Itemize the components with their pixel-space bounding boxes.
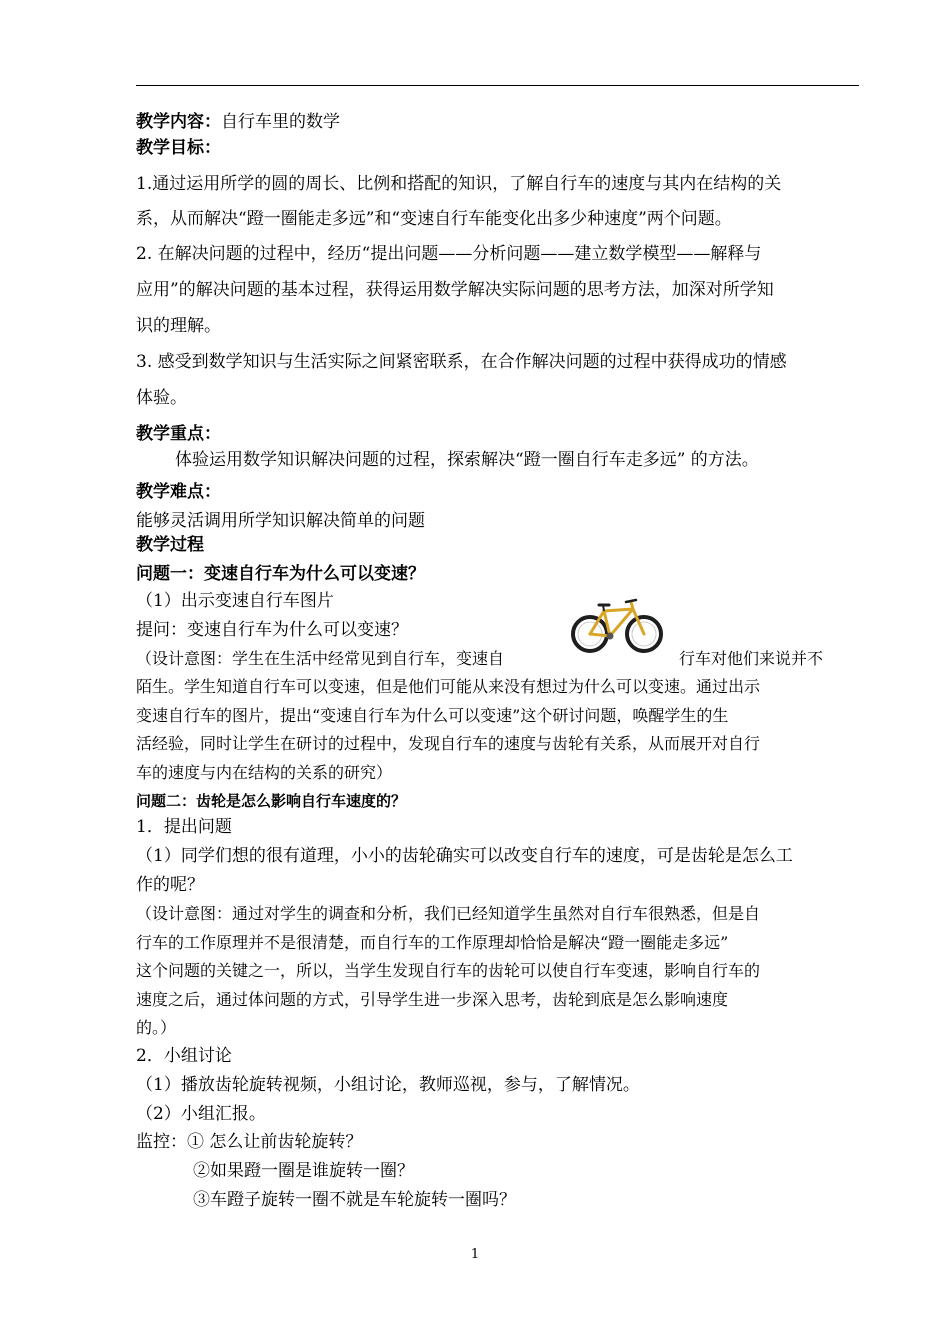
content-value: 自行车里的数学 (221, 112, 340, 132)
q1-step1: （1）出示变速自行车图片 (136, 591, 334, 611)
q1-design-line5: 车的速度与内在结构的关系的研究） (136, 763, 393, 782)
q2-design-line1: （设计意图：通过对学生的调查和分析，我们已经知道学生虽然对自行车很熟悉，但是自 (136, 904, 761, 923)
goal3-line1: 3. 感受到数学知识与生活实际之间紧密联系，在合作解决问题的过程中获得成功的情感 (136, 352, 787, 372)
q2-design-line2: 行车的工作原理并不是很清楚，而自行车的工作原理却恰恰是解决“蹬一圈能走多远” (136, 933, 729, 952)
q2-s2-1: （1）播放齿轮旋转视频，小组讨论，教师巡视，参与，了解情况。 (136, 1075, 640, 1095)
q2-monitor1: 监控：① 怎么让前齿轮旋转？ (136, 1132, 363, 1152)
q2-title: 问题二：齿轮是怎么影响自行车速度的？ (136, 792, 407, 810)
header-rule (136, 85, 859, 86)
q1-ask: 提问：变速自行车为什么可以变速？ (136, 620, 408, 640)
goal1-line2: 系，从而解决“蹬一圈能走多远”和“变速自行车能变化出多少种速度”两个问题。 (136, 209, 732, 229)
q2-monitor3: ③车蹬子旋转一圈不就是车轮旋转一圈吗？ (193, 1190, 516, 1210)
q1-design-line1-right: 行车对他们来说并不 (679, 649, 824, 668)
q1-title: 问题一：变速自行车为什么可以变速？ (136, 564, 425, 584)
goal2-line3: 识的理解。 (136, 316, 221, 336)
key-text: 体验运用数学知识解决问题的过程，探索解决“蹬一圈自行车走多远” 的方法。 (175, 450, 759, 470)
q2-s1: 1．提出问题 (136, 817, 232, 837)
goal1-line1: 1.通过运用所学的圆的周长、比例和搭配的知识，了解自行车的速度与其内在结构的关 (136, 174, 782, 194)
q2-design-line3: 这个问题的关键之一，所以，当学生发现自行车的齿轮可以使自行车变速，影响自行车的 (136, 961, 761, 980)
bicycle-image (568, 594, 666, 658)
q2-s1-1-line1: （1）同学们想的很有道理，小小的齿轮确实可以改变自行车的速度，可是齿轮是怎么工 (136, 846, 793, 866)
process-label: 教学过程 (136, 535, 204, 555)
q1-design-line1-left: （设计意图：学生在生活中经常见到自行车，变速自 (136, 649, 505, 668)
content-label: 教学内容： (136, 112, 221, 132)
goal2-line2: 应用”的解决问题的基本过程，获得运用数学解决实际问题的思考方法，加深对所学知 (136, 280, 774, 300)
goal2-line1: 2. 在解决问题的过程中，经历“提出问题——分析问题——建立数学模型——解释与 (136, 244, 762, 264)
content-line (136, 111, 340, 133)
difficulty-label: 教学难点： (136, 482, 221, 502)
q1-design-line2: 陌生。学生知道自行车可以变速，但是他们可能从来没有想过为什么可以变速。通过出示 (136, 677, 761, 696)
q1-design-line3: 变速自行车的图片，提出“变速自行车为什么可以变速”这个研讨问题，唤醒学生的生 (136, 706, 729, 725)
page-number: 1 (470, 1247, 480, 1262)
difficulty-text: 能够灵活调用所学知识解决简单的问题 (136, 511, 425, 531)
q2-design-line4: 速度之后，通过体问题的方式，引导学生进一步深入思考，齿轮到底是怎么影响速度 (136, 990, 729, 1009)
q1-design-line4: 活经验，同时让学生在研讨的过程中，发现自行车的速度与齿轮有关系，从而展开对自行 (136, 734, 761, 753)
q2-design-line5: 的。） (136, 1018, 177, 1037)
goals-label: 教学目标： (136, 138, 221, 158)
q2-s2-2: （2）小组汇报。 (136, 1104, 266, 1124)
q2-monitor2: ②如果蹬一圈是谁旋转一圈？ (193, 1161, 414, 1181)
q2-s1-1-line2: 作的呢？ (136, 875, 204, 895)
goal3-line2: 体验。 (136, 388, 187, 408)
key-label: 教学重点： (136, 424, 221, 444)
q2-s2: 2．小组讨论 (136, 1046, 232, 1066)
